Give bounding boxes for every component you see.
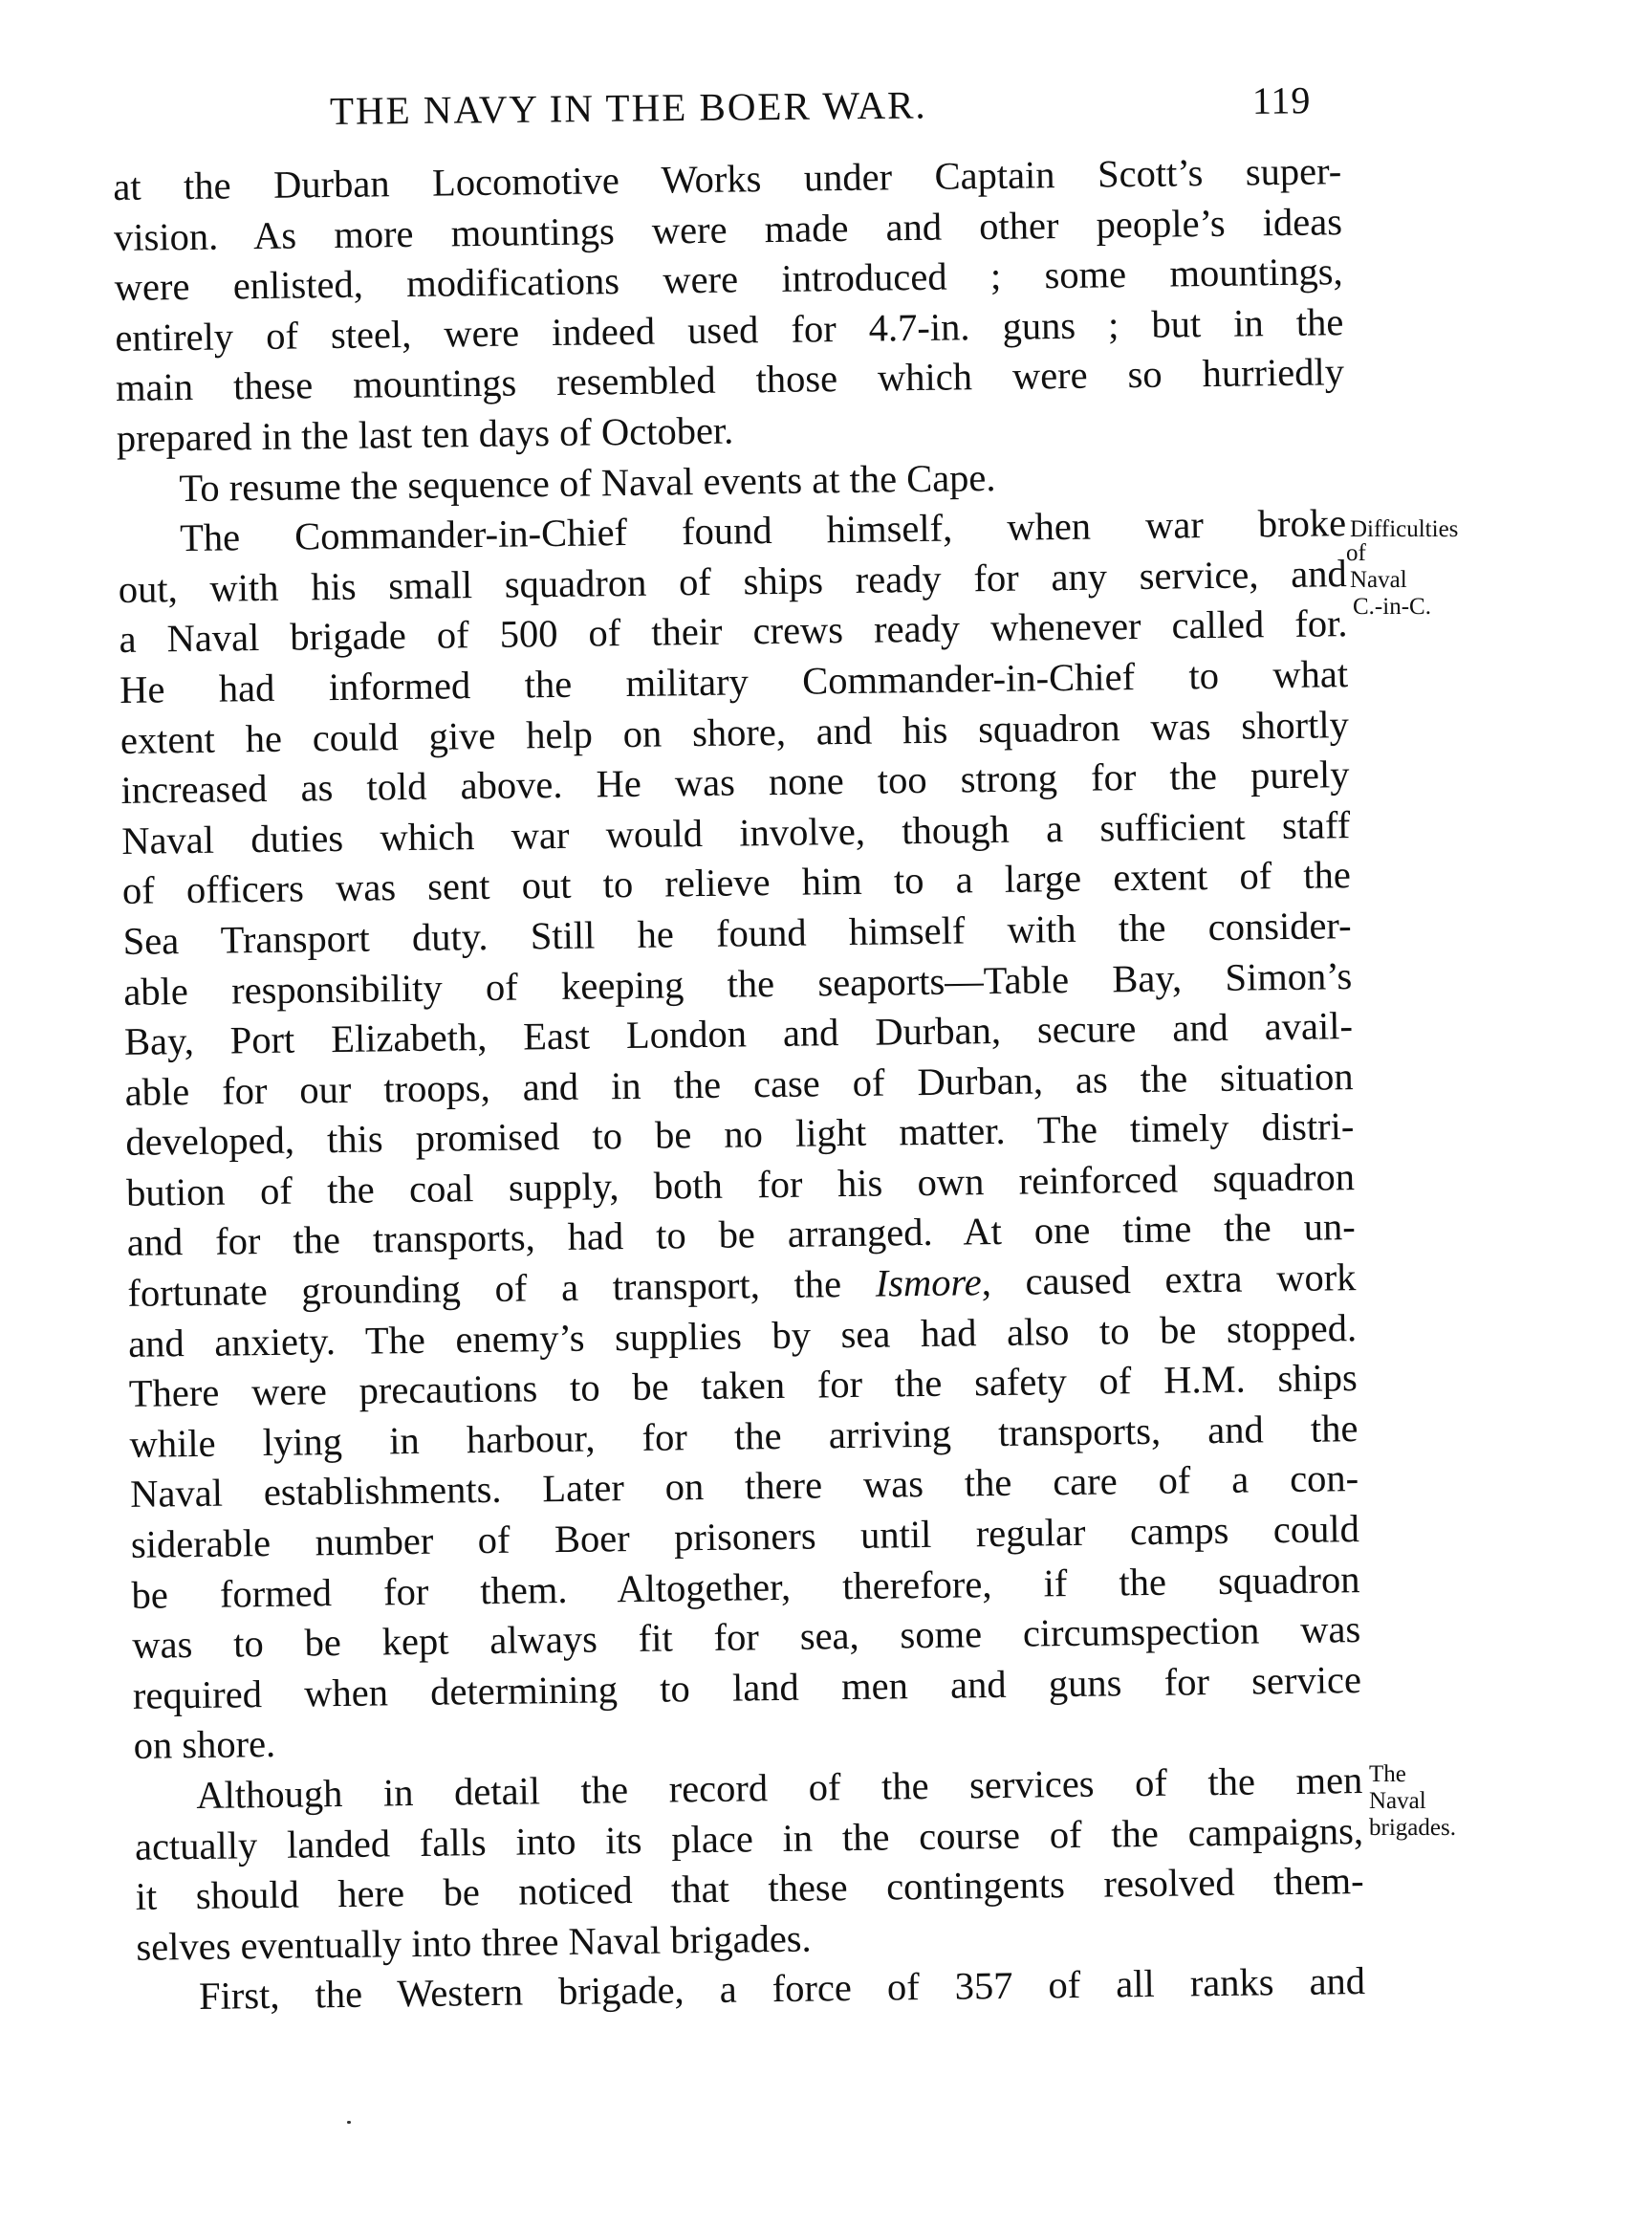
- text-line: prepared in the last ten days of October.: [116, 408, 734, 460]
- text-line: increased as told above. He was none too strong for the purely: [120, 753, 1350, 813]
- text-line: required when determining to land men and guns for service: [132, 1657, 1362, 1717]
- sidenote-line: Naval: [1369, 1788, 1426, 1814]
- text-line: Naval establishments. Later on there was the care of a con-: [129, 1456, 1359, 1517]
- running-head: [325, 77, 1339, 145]
- sidenote-line: brigades.: [1369, 1815, 1456, 1841]
- paragraph-start-line: To resume the sequence of Naval events at the Cape.: [179, 455, 996, 510]
- text-line: He had informed the military Commander-in-Chief to what: [119, 652, 1349, 711]
- text-line: it should here be noticed that these contingents resolved them-: [135, 1859, 1364, 1919]
- text-line: and for the transports, had to be arranged. At one time the un-: [126, 1205, 1356, 1265]
- sidenote-line: Difficulties: [1350, 516, 1459, 542]
- text-line: Naval duties which war would involve, though a sufficient staff: [120, 802, 1351, 862]
- running-title: THE NAVY IN THE BOER WAR.: [329, 82, 927, 133]
- text-line: entirely of steel, were indeed used for 4.7-in. guns ; but in the: [115, 299, 1344, 360]
- text-line: vision. As more mountings were made and other people’s ideas: [113, 199, 1343, 259]
- text-line: able for our troops, and in the case of Durban, as the situation: [124, 1054, 1354, 1114]
- text-line: bution of the coal supply, both for his own reinforced squadron: [125, 1154, 1356, 1214]
- text-line: actually landed falls into its place in the course of the campaigns,: [134, 1808, 1364, 1868]
- text-line: on shore.: [133, 1722, 276, 1768]
- paragraph-start-line: Although in detail the record of the services of the men: [196, 1758, 1363, 1818]
- scan-speck: [347, 2121, 351, 2124]
- text-line: Sea Transport duty. Still he found himself with the consider-: [122, 904, 1352, 963]
- text-line: and anxiety. The enemy’s supplies by sea had also to be stopped.: [127, 1305, 1358, 1365]
- paragraph-start-line: The Commander-in-Chief found himself, when war broke: [179, 501, 1347, 560]
- text-line: main these mountings resembled those which were so hurriedly: [115, 350, 1345, 410]
- text-line: a Naval brigade of 500 of their crews ready whenever called for.: [119, 601, 1348, 662]
- text-line: able responsibility of keeping the seaports—Table Bay, Simon’s: [123, 953, 1353, 1014]
- text-line: were enlisted, modifications were introduced ; some mountings,: [114, 250, 1343, 310]
- sidenote-line: Naval: [1350, 567, 1407, 593]
- text-line: developed, this promised to be no light matter. The timely distri-: [125, 1104, 1355, 1165]
- text-line: of officers was sent out to relieve him to a large extent of the: [121, 853, 1352, 913]
- text-segment: , caused extra work: [981, 1255, 1357, 1304]
- text-line: at the Durban Locomotive Works under Captain Scott’s super-: [113, 149, 1342, 208]
- sidenote-line: of: [1346, 540, 1366, 566]
- text-line: be formed for them. Altogether, therefore, if the squadron: [131, 1557, 1360, 1617]
- text-segment: fortunate grounding of a transport, the: [127, 1262, 842, 1315]
- text-line: There were precautions to be taken for the safety of H.M. ships: [128, 1356, 1359, 1416]
- text-line: siderable number of Boer prisoners until regular camps could: [130, 1507, 1360, 1566]
- text-line: Bay, Port Elizabeth, East London and Durban, secure and avail-: [123, 1004, 1354, 1064]
- sidenote-line: C.-in-C.: [1353, 594, 1431, 620]
- sidenote-line: The: [1369, 1761, 1406, 1787]
- text-line: selves eventually into three Naval brigades.: [136, 1916, 812, 1969]
- page-number: 119: [1251, 78, 1312, 122]
- sidenote-difficulties: [1346, 516, 1459, 621]
- text-line: was to be kept always fit for sea, some circumspection was: [132, 1607, 1361, 1668]
- ship-name-italic: Ismore: [875, 1260, 983, 1305]
- paragraph-start-line: First, the Western brigade, a force of 357 of all ranks and: [198, 1959, 1366, 2019]
- sidenote-naval-brigades: [1369, 1761, 1456, 1842]
- text-line: extent he could give help on shore, and his squadron was shortly: [120, 702, 1350, 762]
- body-text: [113, 146, 1365, 2023]
- text-line: out, with his small squadron of ships ready for any service, and: [118, 551, 1348, 611]
- text-line: while lying in harbour, for the arriving transports, and the: [129, 1406, 1359, 1466]
